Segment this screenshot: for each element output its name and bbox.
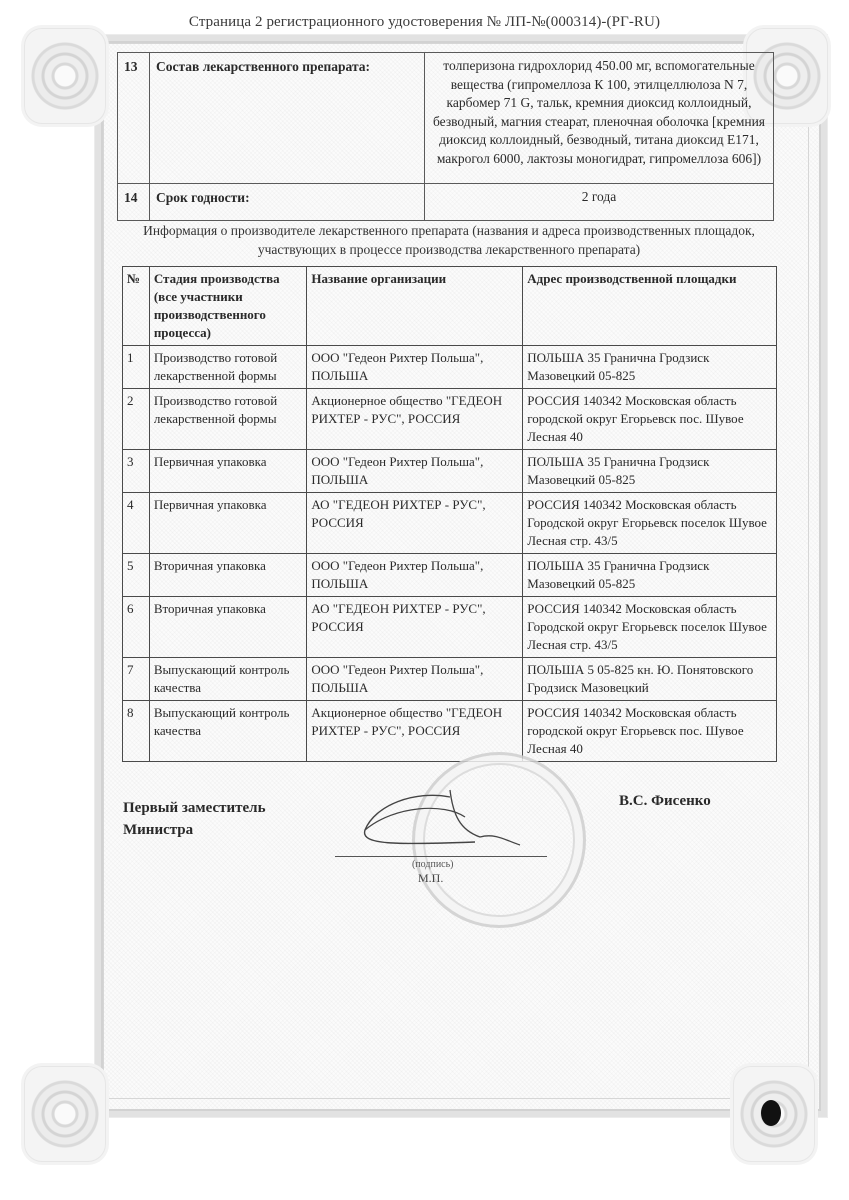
row-number: 13 <box>118 53 150 184</box>
cell-stage: Первичная упаковка <box>149 450 307 493</box>
row-value: 2 года <box>425 184 774 221</box>
page-header: Страница 2 регистрационного удостоверения № ЛП-№(000314)-(РГ-RU) <box>188 14 661 30</box>
position-line-2: Министра <box>123 822 194 838</box>
signer-name: В.С. Фисенко <box>619 793 711 809</box>
table-row <box>118 53 774 184</box>
row-value: толперизона гидрохлорид 450.00 мг, вспомогательные вещества (гипромеллоза К 100, этилцеллюлоза N 7, карбомер 71 G, тальк, кремния диоксид коллоидный, безводный, магния стеарат, пленочная оболочка [кремния диоксид коллоидный, безводный, титана диоксид Е171, макрогол 6000, лактозы моногидрат, гипромеллоза 606]) <box>425 53 774 184</box>
cell-number: 3 <box>123 450 150 493</box>
cell-address: ПОЛЬША 35 Гранична Гродзиск Мазовецкий 05-825 <box>523 450 777 493</box>
cell-organization: ООО "Гедеон Рихтер Польша", ПОЛЬША <box>307 554 523 597</box>
cell-address: РОССИЯ 140342 Московская область городской округ Егорьевск пос. Шувое Лесная 40 <box>523 389 777 450</box>
handwritten-signature-icon <box>355 785 525 860</box>
composition-table <box>117 52 774 221</box>
table-row <box>118 184 774 221</box>
table-row <box>123 597 777 658</box>
cell-address: ПОЛЬША 35 Гранична Гродзиск Мазовецкий 05-825 <box>523 554 777 597</box>
cell-number: 5 <box>123 554 150 597</box>
manufacturer-table <box>122 266 777 762</box>
cell-number: 2 <box>123 389 150 450</box>
cell-address: ПОЛЬША 35 Гранична Гродзиск Мазовецкий 05-825 <box>523 346 777 389</box>
table-header-row <box>123 267 777 346</box>
column-header-organization: Название организации <box>307 267 523 346</box>
table-row <box>123 493 777 554</box>
row-number: 14 <box>118 184 150 221</box>
cell-number: 4 <box>123 493 150 554</box>
cell-stage: Выпускающий контроль качества <box>149 701 307 762</box>
cell-organization: ООО "Гедеон Рихтер Польша", ПОЛЬША <box>307 658 523 701</box>
cell-organization: ООО "Гедеон Рихтер Польша", ПОЛЬША <box>307 346 523 389</box>
cell-number: 7 <box>123 658 150 701</box>
table-row <box>123 658 777 701</box>
cell-address: ПОЛЬША 5 05-825 кн. Ю. Понятовского Гродзиск Мазовецкий <box>523 658 777 701</box>
column-header-address: Адрес производственной площадки <box>523 267 777 346</box>
rosette-ornament-icon <box>24 1066 106 1162</box>
rosette-ornament-icon <box>24 28 106 124</box>
row-label: Срок годности: <box>150 184 425 221</box>
column-header-number: № <box>123 267 150 346</box>
cell-organization: Акционерное общество "ГЕДЕОН РИХТЕР - РУС", РОССИЯ <box>307 701 523 762</box>
table-row <box>123 450 777 493</box>
signer-position <box>123 797 266 841</box>
cell-stage: Вторичная упаковка <box>149 554 307 597</box>
cell-stage: Вторичная упаковка <box>149 597 307 658</box>
punch-hole <box>761 1100 781 1126</box>
table-row <box>123 389 777 450</box>
seal-label: М.П. <box>418 871 444 885</box>
signature-line <box>335 856 547 857</box>
cell-stage: Первичная упаковка <box>149 493 307 554</box>
cell-number: 1 <box>123 346 150 389</box>
manufacturer-info-caption: Информация о производителе лекарственного препарата (названия и адреса производственных площадок, участвующих в процессе производства лекарственного препарата) <box>143 223 755 257</box>
table-row <box>123 701 777 762</box>
position-line-1: Первый заместитель <box>123 800 266 816</box>
cell-stage: Выпускающий контроль качества <box>149 658 307 701</box>
cell-organization: АО "ГЕДЕОН РИХТЕР - РУС", РОССИЯ <box>307 597 523 658</box>
cell-organization: ООО "Гедеон Рихтер Польша", ПОЛЬША <box>307 450 523 493</box>
table-row <box>123 346 777 389</box>
cell-address: РОССИЯ 140342 Московская область городской округ Егорьевск пос. Шувое Лесная 40 <box>523 701 777 762</box>
cell-address: РОССИЯ 140342 Московская область Городской округ Егорьевск поселок Шувое Лесная стр. 43/5 <box>523 493 777 554</box>
cell-address: РОССИЯ 140342 Московская область Городской округ Егорьевск поселок Шувое Лесная стр. 43/5 <box>523 597 777 658</box>
cell-stage: Производство готовой лекарственной формы <box>149 389 307 450</box>
cell-number: 6 <box>123 597 150 658</box>
cell-organization: АО "ГЕДЕОН РИХТЕР - РУС", РОССИЯ <box>307 493 523 554</box>
cell-organization: Акционерное общество "ГЕДЕОН РИХТЕР - РУС", РОССИЯ <box>307 389 523 450</box>
cell-number: 8 <box>123 701 150 762</box>
column-header-stage: Стадия производства (все участники производственного процесса) <box>149 267 307 346</box>
cell-stage: Производство готовой лекарственной формы <box>149 346 307 389</box>
row-label: Состав лекарственного препарата: <box>150 53 425 184</box>
signature-caption: (подпись) <box>412 859 454 870</box>
table-row <box>123 554 777 597</box>
